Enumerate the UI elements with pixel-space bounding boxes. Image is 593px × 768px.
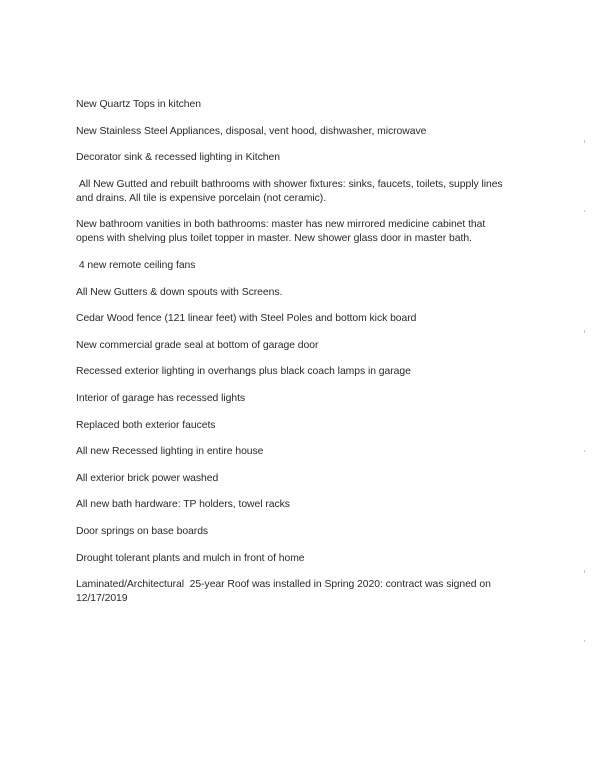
list-item: All exterior brick power washed	[76, 472, 219, 484]
list-item: All new bath hardware: TP holders, towel racks	[76, 499, 290, 511]
list-item: 4 new remote ceiling fans	[76, 259, 196, 271]
list-item: Cedar Wood fence (121 linear feet) with Steel Poles and bottom kick board	[76, 313, 417, 325]
scan-speck	[584, 140, 585, 143]
scan-edge-marks	[581, 120, 585, 680]
list-item: New Stainless Steel Appliances, disposal, vent hood, dishwasher, microwave	[76, 125, 427, 137]
list-item: Replaced both exterior faucets	[76, 419, 216, 431]
scan-speck	[584, 210, 585, 212]
scan-speck	[584, 330, 585, 333]
scan-speck	[584, 570, 585, 573]
scan-speck	[584, 450, 585, 452]
improvement-list	[76, 98, 506, 619]
list-item: Recessed exterior lighting in overhangs plus black coach lamps in garage	[76, 366, 411, 378]
list-item: All New Gutters & down spouts with Screens.	[76, 286, 283, 298]
list-item: Drought tolerant plants and mulch in front of home	[76, 552, 305, 564]
list-item: New Quartz Tops in kitchen	[76, 99, 201, 110]
list-item: All New Gutted and rebuilt bathrooms with shower fixtures: sinks, faucets, toilets, supply lines and drains. All tile is expensive porcelain (not ceramic).	[76, 178, 506, 204]
list-item: All new Recessed lighting in entire house	[76, 446, 264, 458]
list-item: Decorator sink & recessed lighting in Kitchen	[76, 152, 280, 164]
list-item: New bathroom vanities in both bathrooms: master has new mirrored medicine cabinet that opens with shelving plus toilet topper in master. New shower glass door in master bath.	[76, 219, 486, 245]
list-item: Laminated/Architectural 25-year Roof was installed in Spring 2020: contract was signed on 12/17/2019	[76, 579, 494, 605]
list-item: Door springs on base boards	[76, 525, 209, 537]
scan-speck	[584, 640, 585, 642]
list-item: Interior of garage has recessed lights	[76, 392, 246, 404]
list-item: New commercial grade seal at bottom of garage door	[76, 339, 319, 351]
